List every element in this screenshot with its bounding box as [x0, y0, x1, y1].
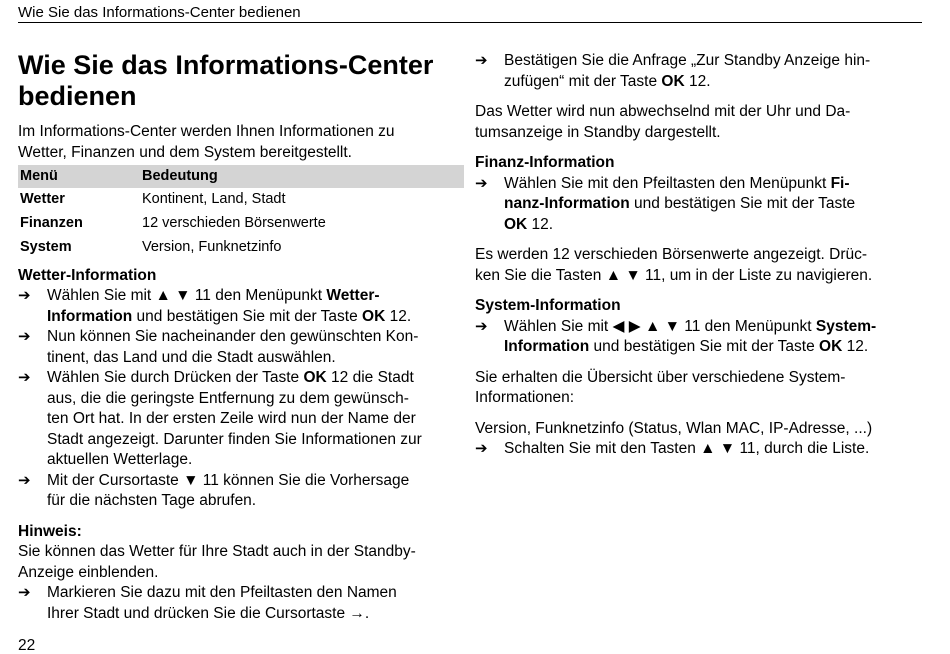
weather-step-4: ➔ Mit der Cursortaste ▼ 11 können Sie die Vorhersage für die nächsten Tage abrufen. [18, 471, 410, 509]
arrow-right-icon: ➔ [475, 52, 488, 69]
left-column [18, 50, 466, 624]
note-heading: Hinweis: [18, 522, 82, 540]
system-info-line: Version, Funknetzinfo (Status, Wlan MAC, IP-Adresse, ...) [475, 419, 873, 437]
note-step-1: ➔ Markieren Sie dazu mit den Pfeiltasten den Namen Ihrer Stadt und drücken Sie die Cursortaste →. [18, 584, 397, 622]
weather-step-1: ➔ Wählen Sie mit ▲ ▼ 11 den Menüpunkt Wetter- Information und bestätigen Sie mit der Taste OK 12. [18, 287, 412, 325]
arrow-right-icon: ➔ [18, 584, 31, 601]
menu-table [18, 165, 464, 260]
table-cell-key: System [20, 239, 72, 256]
running-title: Wie Sie das Informations-Center bedienen [18, 4, 301, 21]
arrow-right-icon: ➔ [475, 174, 488, 192]
table-cell-value: Kontinent, Land, Stadt [142, 191, 286, 208]
table-cell-value: Version, Funknetzinfo [142, 239, 282, 256]
table-row [18, 212, 464, 236]
finance-paragraph: Es werden 12 verschieden Börsenwerte angezeigt. Drüc- ken Sie die Tasten ▲ ▼ 11, um in der Liste zu navigieren. [475, 246, 873, 284]
weather-heading: Wetter-Information [18, 266, 157, 284]
table-cell-value: 12 verschieden Börsenwerte [142, 215, 326, 232]
weather-step-2: ➔ Nun können Sie nacheinander den gewünschten Kon- tinent, das Land und die Stadt auswählen. [18, 328, 419, 366]
table-cell-key: Wetter [20, 191, 65, 208]
system-paragraph: Sie erhalten die Übersicht über verschiedene System- Informationen: [475, 368, 846, 406]
system-step-1: ➔ Wählen Sie mit ◀ ▶ ▲ ▼ 11 den Menüpunkt System- Information und bestätigen Sie mit der Taste OK 12. [475, 317, 877, 355]
standby-paragraph: Das Wetter wird nun abwechselnd mit der Uhr und Da- tumsanzeige in Standby dargestellt. [475, 103, 851, 141]
standby-step: ➔ Bestätigen Sie die Anfrage „Zur Standby Anzeige hin- zufügen“ mit der Taste OK 12. [475, 52, 871, 90]
system-heading: System-Information [475, 297, 621, 314]
finance-step-1: ➔ Wählen Sie mit den Pfeiltasten den Menüpunkt Fi- nanz-Information und bestätigen Sie mit der Taste OK 12. [475, 174, 856, 233]
weather-step-3: ➔ Wählen Sie durch Drücken der Taste OK 12 die Stadt aus, die die geringste Entfernung zu dem gewünsch- ten Ort hat. In der ersten Zeile wird nun der Name der Stadt angezeigt. Darunter finden Sie Informationen zur aktuellen Wetterlage. [18, 369, 422, 468]
table-header-row [18, 165, 464, 188]
intro-paragraph: Im Informations-Center werden Ihnen Informationen zu Wetter, Finanzen und dem System bereitgestellt. [18, 123, 395, 161]
arrow-right-icon: ➔ [475, 317, 488, 335]
running-header [18, 3, 922, 23]
table-cell-key: Finanzen [20, 215, 83, 232]
table-header-menu: Menü [18, 165, 140, 188]
table-header-bedeutung: Bedeutung [140, 165, 464, 188]
arrow-right-icon: ➔ [475, 440, 488, 457]
table-row [18, 188, 464, 212]
table-row [18, 236, 464, 260]
page-number: 22 [18, 637, 36, 654]
page-title: Wie Sie das Informations-Center bedienen [18, 50, 434, 111]
arrow-right-icon: ➔ [18, 369, 31, 386]
arrow-right-icon: ➔ [18, 287, 31, 304]
arrow-right-icon: ➔ [18, 471, 31, 489]
finance-heading: Finanz-Information [475, 154, 615, 171]
arrow-right-icon: ➔ [18, 328, 31, 345]
right-column [475, 51, 923, 460]
system-step-2: ➔ Schalten Sie mit den Tasten ▲ ▼ 11, durch die Liste. [475, 439, 923, 460]
note-paragraph: Sie können das Wetter für Ihre Stadt auch in der Standby- Anzeige einblenden. [18, 543, 416, 581]
